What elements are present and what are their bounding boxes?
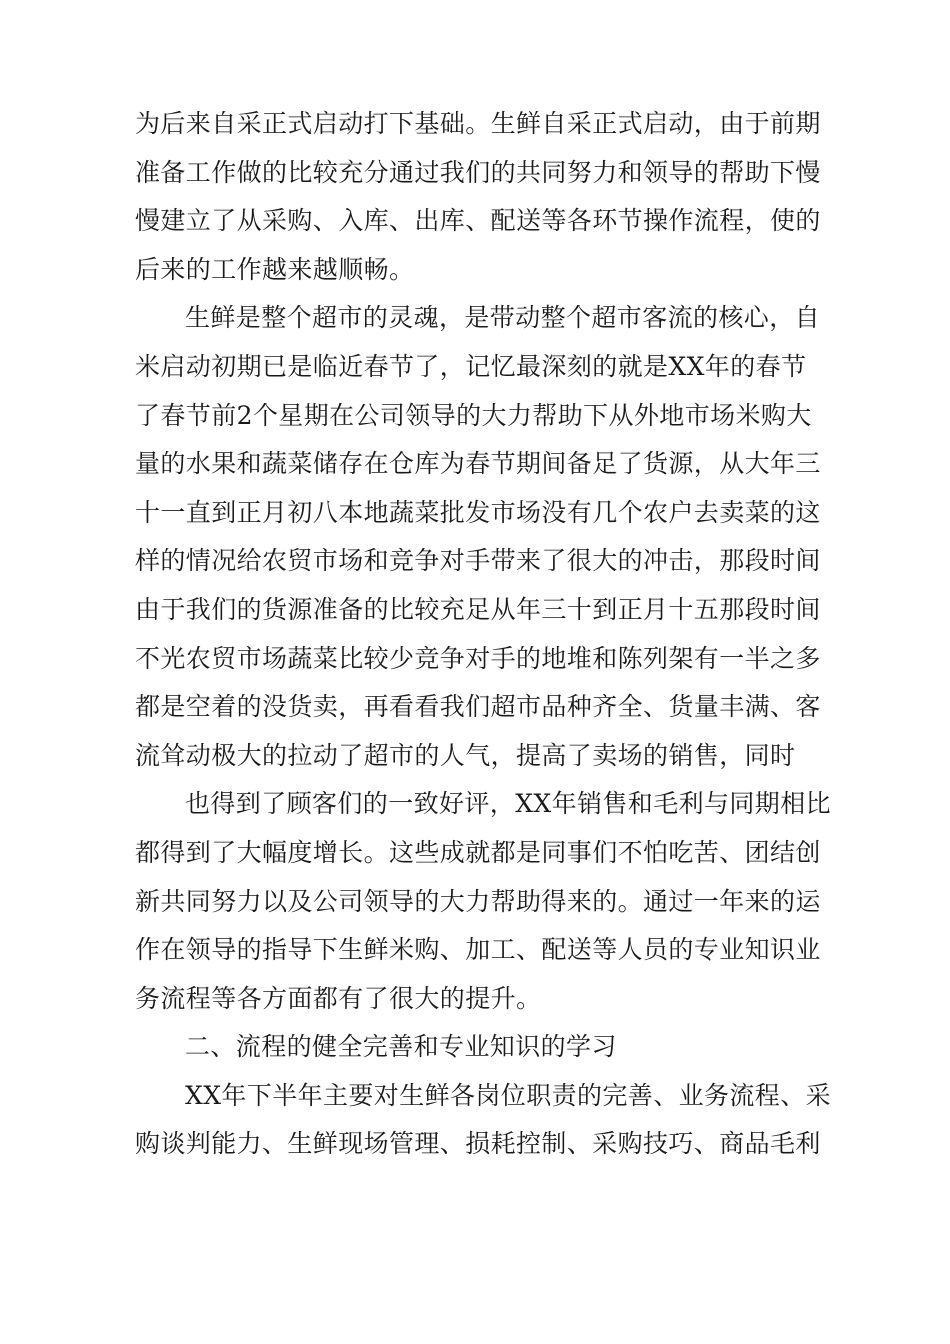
text-line: 不光农贸市场蔬菜比较少竞争对手的地堆和陈列架有一半之多	[135, 643, 821, 673]
text-line: 务流程等各方面都有了很大的提升。	[135, 983, 542, 1013]
text-line: 量的水果和蔬菜储存在仓库为春节期间备足了货源，从大年三	[135, 449, 821, 479]
text-line: 作在领导的指导下生鲜米购、加工、配送等人员的专业知识业	[135, 935, 821, 965]
document-body	[135, 100, 835, 1169]
text-line: 流耸动极大的拉动了超市的人气，提高了卖场的销售，同时	[135, 740, 796, 770]
text-line: 为后来自采正式启动打下基础。生鲜自采正式启动，由于前期	[135, 109, 821, 138]
text-line: 米启动初期已是临近春节了，记忆最深刻的就是XX年的春节	[135, 351, 807, 381]
text-line: 后来的工作越来越顺畅。	[135, 254, 415, 284]
text-line: 慢建立了从采购、入库、出库、配送等各环节操作流程，使的	[135, 206, 821, 236]
text-line: 购谈判能力、生鲜现场管理、损耗控制、采购技巧、商品毛利	[135, 1129, 821, 1159]
text-line: 十一直到正月初八本地蔬菜批发市场没有几个农户去卖菜的这	[135, 497, 821, 527]
text-line: 二、流程的健全完善和专业知识的学习	[185, 1032, 617, 1062]
text-line: 了春节前2个星期在公司领导的大力帮助下从外地市场米购大	[135, 400, 812, 430]
text-line: 生鲜是整个超市的灵魂，是带动整个超市客流的核心，自	[185, 303, 821, 333]
text-line: 准备工作做的比较充分通过我们的共同努力和领导的帮助下慢	[135, 157, 821, 187]
text-line: 由于我们的货源准备的比较充足从年三十到正月十五那段时间	[135, 594, 821, 624]
text-line: XX年下半年主要对生鲜各岗位职责的完善、业务流程、采	[185, 1080, 831, 1110]
text-line: 新共同努力以及公司领导的大力帮助得来的。通过一年来的运	[135, 886, 821, 916]
text-line: 都是空着的没货卖，再看看我们超市品种齐全、货量丰满、客	[135, 692, 821, 722]
text-line: 都得到了大幅度增长。这些成就都是同事们不怕吃苦、团结创	[135, 837, 821, 867]
text-line: 样的情况给农贸市场和竞争对手带来了很大的冲击，那段时间	[135, 546, 821, 576]
text-line: 也得到了顾客们的一致好评，XX年销售和毛利与同期相比	[185, 789, 831, 819]
